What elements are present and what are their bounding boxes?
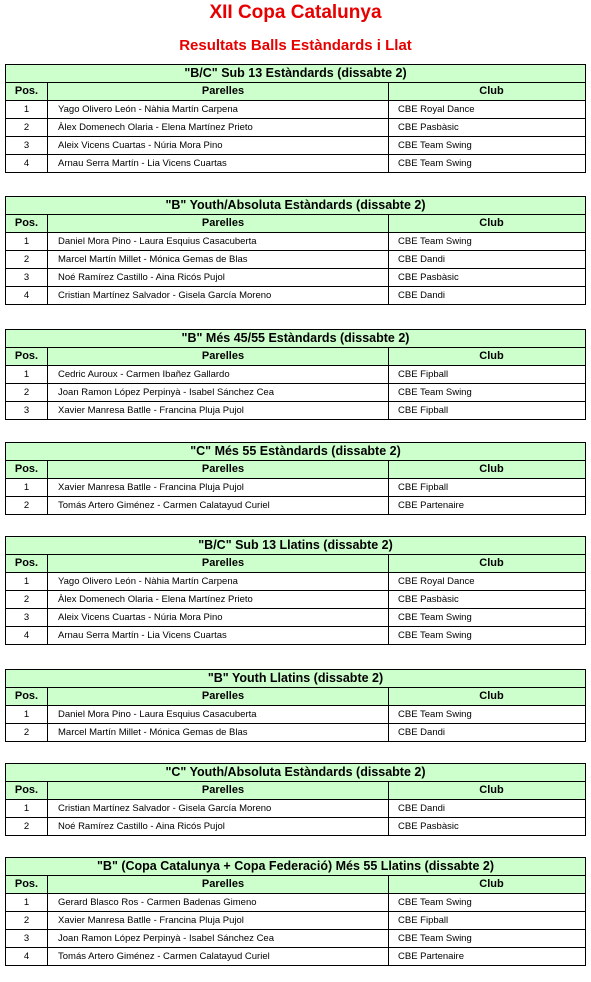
header-row xyxy=(6,555,586,573)
couple-cell: Noé Ramírez Castillo - Aina Ricós Pujol xyxy=(48,818,389,836)
table-row xyxy=(6,609,586,627)
couple-cell: Daniel Mora Pino - Laura Esquius Casacuberta xyxy=(48,233,389,251)
couple-cell: Àlex Domenech Olaria - Elena Martínez Prieto xyxy=(48,119,389,137)
table-row xyxy=(6,137,586,155)
table-row xyxy=(6,269,586,287)
club-cell: CBE Team Swing xyxy=(389,609,586,627)
couple-cell: Gerard Blasco Ros - Carmen Badenas Gimeno xyxy=(48,894,389,912)
header-row xyxy=(6,348,586,366)
header-row xyxy=(6,876,586,894)
table-row xyxy=(6,251,586,269)
page-title: XII Copa Catalunya xyxy=(209,2,382,23)
club-header: Club xyxy=(389,348,586,366)
position-cell: 2 xyxy=(6,818,48,836)
position-cell: 1 xyxy=(6,573,48,591)
couple-cell: Cristian Martínez Salvador - Gisela García Moreno xyxy=(48,287,389,305)
results-table xyxy=(5,763,586,836)
table-row xyxy=(6,706,586,724)
couple-cell: Xavier Manresa Batlle - Francina Pluja Pujol xyxy=(48,402,389,420)
position-cell: 1 xyxy=(6,894,48,912)
table-row xyxy=(6,724,586,742)
position-cell: 1 xyxy=(6,800,48,818)
position-cell: 1 xyxy=(6,479,48,497)
results-table xyxy=(5,857,586,966)
couple-cell: Tomás Artero Giménez - Carmen Calatayud Curiel xyxy=(48,948,389,966)
category-caption: "C" Més 55 Estàndards (dissabte 2) xyxy=(6,443,586,461)
pos-header: Pos. xyxy=(6,688,48,706)
couple-cell: Cedric Auroux - Carmen Ibañez Gallardo xyxy=(48,366,389,384)
category-caption: "B/C" Sub 13 Llatins (dissabte 2) xyxy=(6,537,586,555)
page-subtitle: Resultats Balls Estàndards i Llat xyxy=(179,37,412,54)
pos-header: Pos. xyxy=(6,876,48,894)
club-cell: CBE Dandi xyxy=(389,724,586,742)
club-cell: CBE Team Swing xyxy=(389,384,586,402)
club-cell: CBE Team Swing xyxy=(389,930,586,948)
couple-cell: Arnau Serra Martín - Lia Vicens Cuartas xyxy=(48,627,389,645)
parelles-header: Parelles xyxy=(48,461,389,479)
club-header: Club xyxy=(389,782,586,800)
couple-cell: Xavier Manresa Batlle - Francina Pluja Pujol xyxy=(48,479,389,497)
table-row xyxy=(6,627,586,645)
position-cell: 3 xyxy=(6,930,48,948)
club-cell: CBE Team Swing xyxy=(389,706,586,724)
couple-cell: Joan Ramon López Perpinyà - Isabel Sánchez Cea xyxy=(48,930,389,948)
table-row xyxy=(6,384,586,402)
pos-header: Pos. xyxy=(6,83,48,101)
pos-header: Pos. xyxy=(6,782,48,800)
table-row xyxy=(6,800,586,818)
results-table xyxy=(5,329,586,420)
club-cell: CBE Partenaire xyxy=(389,948,586,966)
table-row xyxy=(6,101,586,119)
position-cell: 4 xyxy=(6,948,48,966)
position-cell: 2 xyxy=(6,384,48,402)
couple-cell: Marcel Martín Millet - Mónica Gemas de Blas xyxy=(48,251,389,269)
club-cell: CBE Dandi xyxy=(389,251,586,269)
club-cell: CBE Team Swing xyxy=(389,137,586,155)
pos-header: Pos. xyxy=(6,555,48,573)
table-row xyxy=(6,930,586,948)
club-cell: CBE Team Swing xyxy=(389,894,586,912)
couple-cell: Joan Ramon López Perpinyà - Isabel Sánchez Cea xyxy=(48,384,389,402)
club-cell: CBE Pasbàsic xyxy=(389,119,586,137)
position-cell: 1 xyxy=(6,706,48,724)
table-row xyxy=(6,119,586,137)
position-cell: 3 xyxy=(6,269,48,287)
header-row xyxy=(6,215,586,233)
category-caption: "B" (Copa Catalunya + Copa Federació) Més 55 Llatins (dissabte 2) xyxy=(6,858,586,876)
parelles-header: Parelles xyxy=(48,876,389,894)
results-table xyxy=(5,196,586,305)
club-cell: CBE Pasbàsic xyxy=(389,269,586,287)
position-cell: 3 xyxy=(6,609,48,627)
position-cell: 2 xyxy=(6,119,48,137)
header-row xyxy=(6,688,586,706)
couple-cell: Xavier Manresa Batlle - Francina Pluja Pujol xyxy=(48,912,389,930)
parelles-header: Parelles xyxy=(48,348,389,366)
couple-cell: Cristian Martínez Salvador - Gisela García Moreno xyxy=(48,800,389,818)
header-row xyxy=(6,461,586,479)
position-cell: 4 xyxy=(6,155,48,173)
club-cell: CBE Team Swing xyxy=(389,233,586,251)
category-caption: "B" Més 45/55 Estàndards (dissabte 2) xyxy=(6,330,586,348)
table-row xyxy=(6,818,586,836)
results-table xyxy=(5,64,586,173)
parelles-header: Parelles xyxy=(48,215,389,233)
club-cell: CBE Team Swing xyxy=(389,155,586,173)
position-cell: 2 xyxy=(6,497,48,515)
pos-header: Pos. xyxy=(6,215,48,233)
table-row xyxy=(6,287,586,305)
table-row xyxy=(6,479,586,497)
table-row xyxy=(6,497,586,515)
club-cell: CBE Team Swing xyxy=(389,627,586,645)
couple-cell: Marcel Martín Millet - Mónica Gemas de Blas xyxy=(48,724,389,742)
club-cell: CBE Pasbàsic xyxy=(389,591,586,609)
parelles-header: Parelles xyxy=(48,83,389,101)
position-cell: 1 xyxy=(6,101,48,119)
table-row xyxy=(6,233,586,251)
couple-cell: Yago Olivero León - Nàhia Martín Carpena xyxy=(48,101,389,119)
category-caption: "B/C" Sub 13 Estàndards (dissabte 2) xyxy=(6,65,586,83)
couple-cell: Tomás Artero Giménez - Carmen Calatayud Curiel xyxy=(48,497,389,515)
club-header: Club xyxy=(389,215,586,233)
club-cell: CBE Fipball xyxy=(389,912,586,930)
pos-header: Pos. xyxy=(6,348,48,366)
table-row xyxy=(6,912,586,930)
table-row xyxy=(6,573,586,591)
couple-cell: Daniel Mora Pino - Laura Esquius Casacuberta xyxy=(48,706,389,724)
table-row xyxy=(6,155,586,173)
position-cell: 2 xyxy=(6,251,48,269)
club-cell: CBE Dandi xyxy=(389,800,586,818)
club-cell: CBE Pasbàsic xyxy=(389,818,586,836)
club-cell: CBE Fipball xyxy=(389,366,586,384)
position-cell: 3 xyxy=(6,402,48,420)
position-cell: 1 xyxy=(6,366,48,384)
couple-cell: Aleix Vicens Cuartas - Núria Mora Pino xyxy=(48,609,389,627)
club-cell: CBE Partenaire xyxy=(389,497,586,515)
club-header: Club xyxy=(389,83,586,101)
couple-cell: Àlex Domenech Olaria - Elena Martínez Prieto xyxy=(48,591,389,609)
category-caption: "B" Youth/Absoluta Estàndards (dissabte 2) xyxy=(6,197,586,215)
position-cell: 2 xyxy=(6,912,48,930)
table-row xyxy=(6,402,586,420)
table-row xyxy=(6,948,586,966)
club-cell: CBE Dandi xyxy=(389,287,586,305)
club-cell: CBE Fipball xyxy=(389,402,586,420)
category-caption: "C" Youth/Absoluta Estàndards (dissabte 2) xyxy=(6,764,586,782)
club-header: Club xyxy=(389,876,586,894)
pos-header: Pos. xyxy=(6,461,48,479)
header-row xyxy=(6,782,586,800)
category-caption: "B" Youth Llatins (dissabte 2) xyxy=(6,670,586,688)
club-header: Club xyxy=(389,688,586,706)
results-table xyxy=(5,669,586,742)
couple-cell: Yago Olivero León - Nàhia Martín Carpena xyxy=(48,573,389,591)
club-cell: CBE Royal Dance xyxy=(389,101,586,119)
position-cell: 2 xyxy=(6,591,48,609)
parelles-header: Parelles xyxy=(48,555,389,573)
position-cell: 4 xyxy=(6,627,48,645)
results-table xyxy=(5,536,586,645)
club-header: Club xyxy=(389,461,586,479)
position-cell: 1 xyxy=(6,233,48,251)
position-cell: 4 xyxy=(6,287,48,305)
table-row xyxy=(6,591,586,609)
couple-cell: Noé Ramírez Castillo - Aina Ricós Pujol xyxy=(48,269,389,287)
position-cell: 2 xyxy=(6,724,48,742)
parelles-header: Parelles xyxy=(48,688,389,706)
couple-cell: Arnau Serra Martín - Lia Vicens Cuartas xyxy=(48,155,389,173)
table-row xyxy=(6,366,586,384)
club-cell: CBE Fipball xyxy=(389,479,586,497)
table-row xyxy=(6,894,586,912)
club-cell: CBE Royal Dance xyxy=(389,573,586,591)
club-header: Club xyxy=(389,555,586,573)
parelles-header: Parelles xyxy=(48,782,389,800)
header-row xyxy=(6,83,586,101)
position-cell: 3 xyxy=(6,137,48,155)
couple-cell: Aleix Vicens Cuartas - Núria Mora Pino xyxy=(48,137,389,155)
results-table xyxy=(5,442,586,515)
